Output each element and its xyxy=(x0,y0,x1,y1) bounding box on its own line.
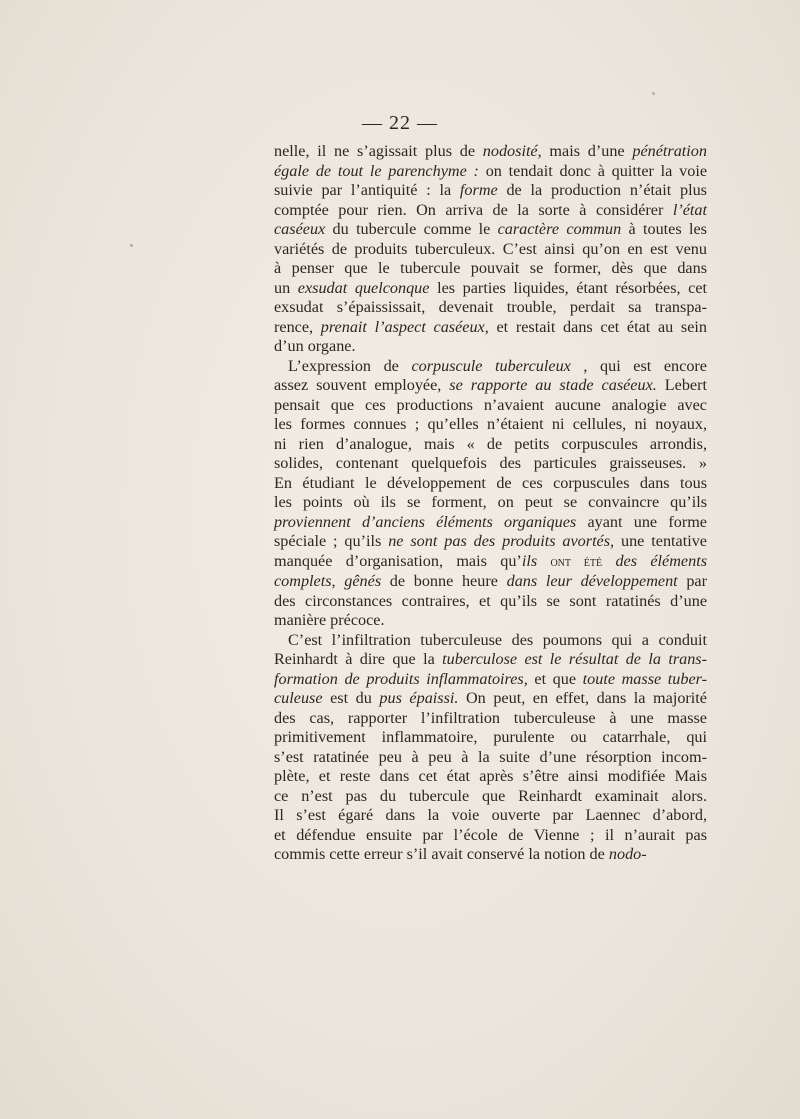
paper-speck xyxy=(130,244,133,247)
text-run: ni rien d’analogue, mais « de petits corpuscules arrondis, xyxy=(274,434,707,453)
text-run: les points où ils se forment, on peut se convaincre qu’ils xyxy=(274,493,707,511)
text-run: ayant une forme xyxy=(576,512,707,531)
small-caps-text: ont été xyxy=(550,554,603,570)
italic-text: tuberculose est le résultat de la trans- xyxy=(442,650,708,668)
text-line xyxy=(274,435,707,455)
italic-text: des éléments xyxy=(615,551,707,570)
text-line xyxy=(274,201,707,221)
text-line xyxy=(274,279,707,299)
text-run: on tendait donc à quitter la voie xyxy=(478,161,708,180)
italic-text: proviennent d’anciens éléments organiques xyxy=(274,512,577,531)
text-line xyxy=(274,220,707,240)
italic-text: ne sont pas des produits avortés, xyxy=(388,532,615,550)
italic-text: corpuscule tuberculeux xyxy=(411,356,571,375)
text-line xyxy=(274,748,707,768)
text-run: les parties liquides, étant résorbées, cet xyxy=(429,278,708,297)
italic-text: culeuse xyxy=(274,689,323,707)
text-run: commis cette erreur s’il avait conservé la notion de xyxy=(274,845,609,863)
text-run: Reinhardt à dire que la xyxy=(274,650,443,668)
text-run: de la production n’était plus xyxy=(497,181,707,199)
text-line xyxy=(274,709,707,729)
text-run: manquée d’organisation, mais qu’ xyxy=(274,551,522,570)
text-line xyxy=(274,162,707,182)
text-line xyxy=(274,532,707,552)
text-line xyxy=(274,513,707,533)
italic-text: dans leur développement xyxy=(506,572,678,590)
text-run: à penser que le tubercule pouvait se former, dès que dans xyxy=(274,259,707,277)
text-line xyxy=(274,396,707,416)
text-line xyxy=(274,142,707,162)
text-run: une tentative xyxy=(614,532,707,550)
text-run: solides, contenant quelquefois des particules graisseuses. » xyxy=(274,454,707,472)
text-run: s’est ratatinée peu à peu à la suite d’une résorption incom- xyxy=(274,747,707,766)
text-line xyxy=(274,845,707,865)
text-run: par xyxy=(677,572,708,590)
text-line xyxy=(274,415,707,435)
text-line xyxy=(274,806,707,826)
text-line xyxy=(274,826,707,846)
italic-text: formation de produits inflammatoires, xyxy=(274,669,528,688)
text-line xyxy=(274,631,707,651)
italic-text: l’état xyxy=(672,200,707,219)
text-run: On peut, en effet, dans la majorité xyxy=(458,689,707,707)
text-line xyxy=(274,493,707,513)
text-run: variétés de produits tuberculeux. C’est ainsi qu’on en est venu xyxy=(274,239,707,258)
text-run: comptée pour rien. On arriva de la sorte à considérer xyxy=(274,200,673,219)
text-line xyxy=(274,552,707,573)
italic-text: égale de tout le parenchyme : xyxy=(274,161,479,180)
text-run: ce n’est pas du tubercule que Reinhardt examinait alors. xyxy=(274,786,707,805)
page-number: — 22 — xyxy=(362,112,438,134)
text-line xyxy=(274,240,707,260)
text-run: exsudat s’épaississait, devenait trouble, perdait sa transpa- xyxy=(274,298,707,316)
text-run: des circonstances contraires, et qu’ils se sont ratatinés d’une xyxy=(274,591,707,610)
text-run: En étudiant le développement de ces corpuscules dans tous xyxy=(274,473,707,492)
italic-text: toute masse tuber- xyxy=(582,669,708,688)
text-run: est du xyxy=(322,689,380,707)
text-line xyxy=(274,181,707,201)
text-run: pensait que ces productions n’avaient aucune analogie avec xyxy=(274,395,707,414)
text-run: un xyxy=(274,278,298,297)
text-line xyxy=(274,357,707,377)
text-run: Il s’est égaré dans la voie ouverte par Laennec d’abord, xyxy=(274,806,707,824)
text-line xyxy=(274,650,707,670)
text-run xyxy=(602,552,615,570)
italic-text: nodo- xyxy=(608,845,647,863)
text-run: assez souvent employée, xyxy=(274,376,450,394)
text-line xyxy=(274,298,707,318)
text-line xyxy=(274,689,707,709)
text-run: et défendue ensuite par l’école de Vienne ; il n’aurait pas xyxy=(274,825,707,844)
italic-text: caséeux xyxy=(274,220,326,238)
text-line xyxy=(274,572,707,592)
text-run: C’est l’infiltration tuberculeuse des poumons qui a conduit xyxy=(288,630,707,649)
italic-text: ils xyxy=(521,551,538,570)
text-line xyxy=(274,611,707,631)
text-run: et restait dans cet état au sein xyxy=(488,317,707,336)
text-run: plète, et reste dans cet état après s’être ainsi modifiée Mais xyxy=(274,767,707,785)
text-run: d’un organe. xyxy=(274,337,356,355)
text-run: Lebert xyxy=(656,376,707,394)
text-run: des cas, rapporter l’infiltration tuberculeuse à une masse xyxy=(274,708,707,727)
text-run: et que xyxy=(527,669,583,688)
paper-speck xyxy=(652,92,655,95)
text-run: à toutes les xyxy=(621,220,707,238)
text-run: , qui est encore xyxy=(570,356,707,375)
text-run: L’expression de xyxy=(288,356,412,375)
body-text xyxy=(274,142,707,865)
text-line xyxy=(274,592,707,612)
italic-text: exsudat quelconque xyxy=(297,278,430,297)
text-line xyxy=(274,454,707,474)
text-run: rence, xyxy=(274,317,321,336)
text-line xyxy=(274,728,707,748)
italic-text: prenait l’aspect caséeux, xyxy=(320,317,489,336)
text-run: suivie par l’antiquité : la xyxy=(274,181,460,199)
text-line xyxy=(274,670,707,690)
text-line xyxy=(274,474,707,494)
italic-text: pénétration xyxy=(632,142,707,160)
italic-text: pus épaissi. xyxy=(379,689,459,707)
text-line xyxy=(274,376,707,396)
text-line xyxy=(274,259,707,279)
italic-text: se rapporte au stade caséeux. xyxy=(449,376,657,394)
text-run: nelle, il ne s’agissait plus de xyxy=(274,142,483,160)
text-line xyxy=(274,337,707,357)
text-run: spéciale ; qu’ils xyxy=(274,532,389,550)
italic-text: complets, gênés xyxy=(274,572,382,590)
text-run: primitivement inflammatoire, purulente ou catarrhale, qui xyxy=(274,728,707,746)
text-run: manière précoce. xyxy=(274,611,385,629)
text-line xyxy=(274,787,707,807)
italic-text: caractère commun xyxy=(497,220,622,238)
text-run: les formes connues ; qu’elles n’étaient ni cellules, ni noyaux, xyxy=(274,415,707,433)
italic-text: nodosité, xyxy=(482,142,542,160)
text-line xyxy=(274,318,707,338)
text-run: mais d’une xyxy=(541,142,633,160)
text-run xyxy=(537,552,550,570)
text-run: de bonne heure xyxy=(381,572,507,590)
italic-text: forme xyxy=(459,181,498,199)
text-run: du tubercule comme le xyxy=(325,220,498,238)
text-line xyxy=(274,767,707,787)
